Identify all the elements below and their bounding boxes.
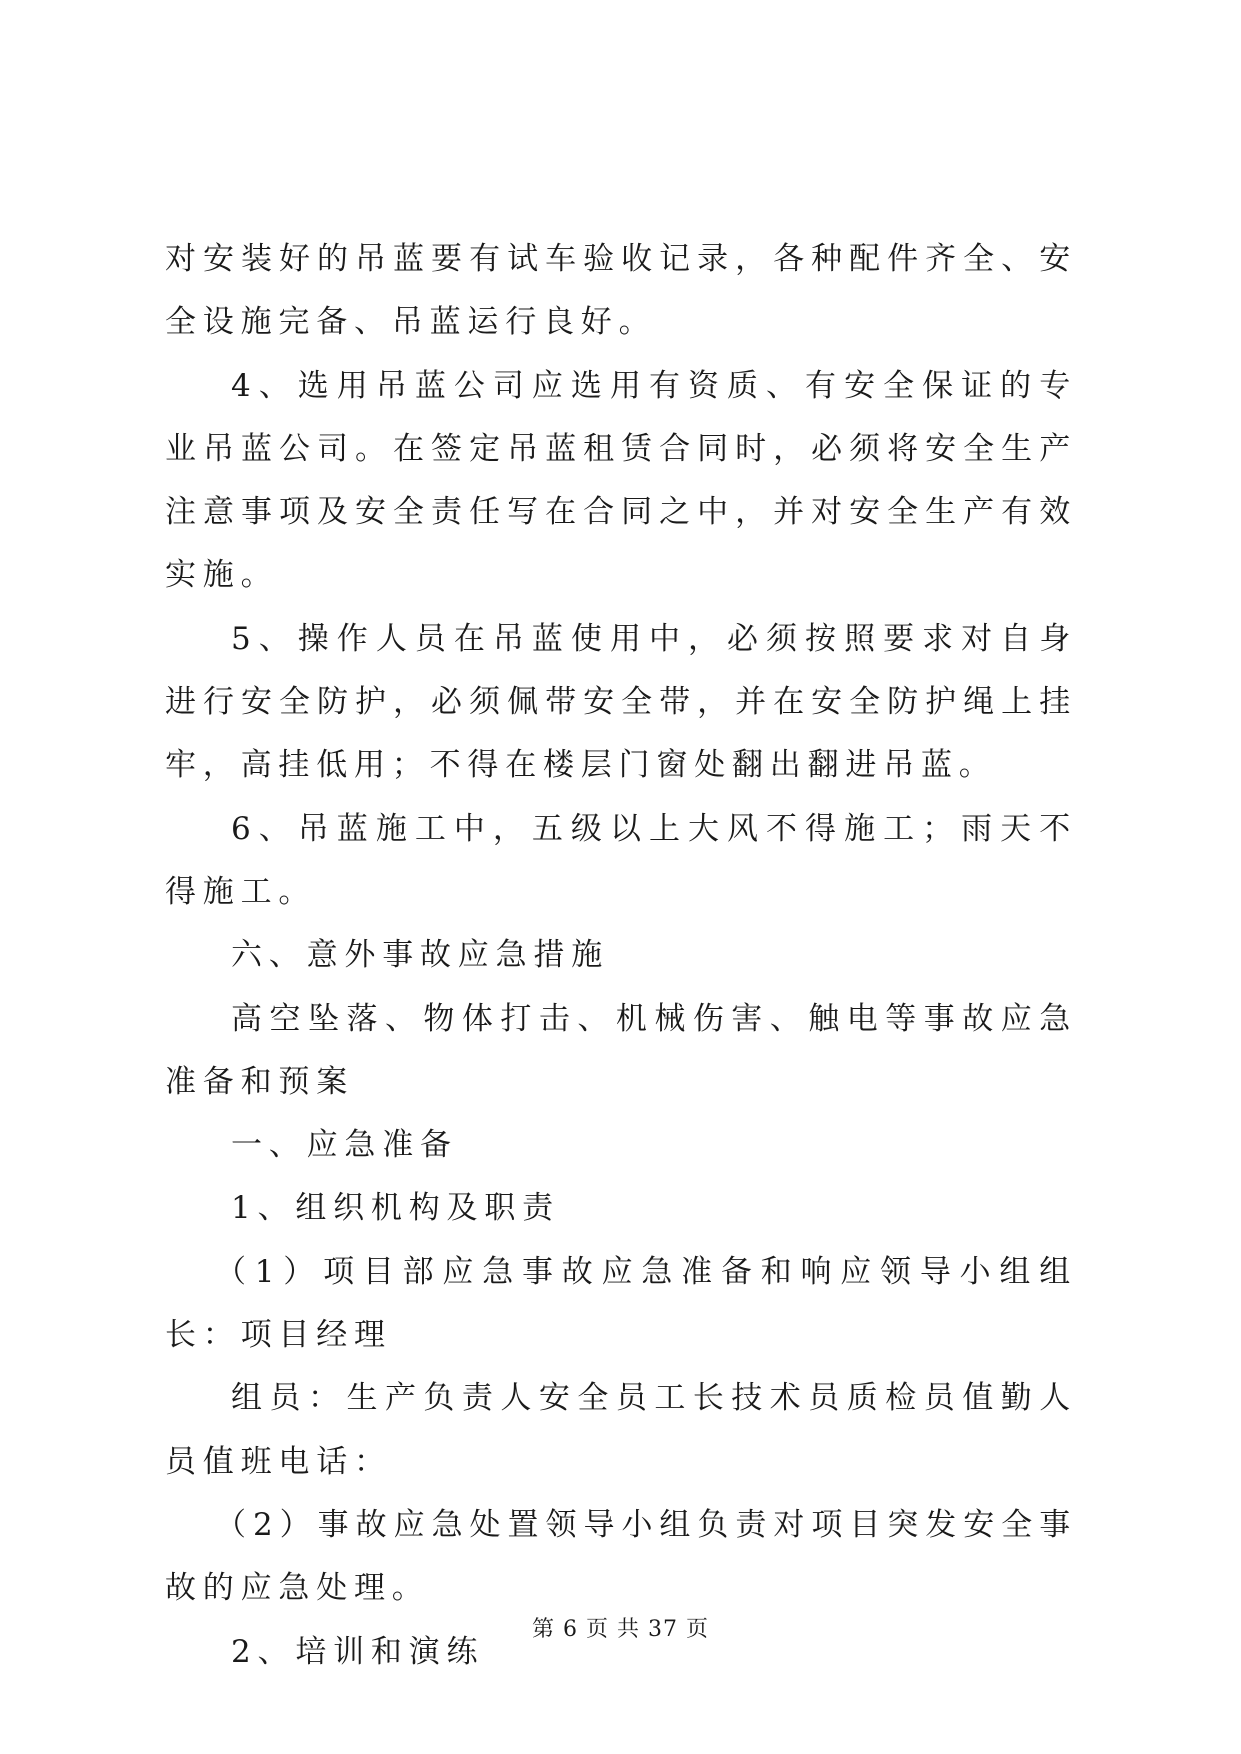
- document-body: [165, 228, 1077, 1684]
- section-heading-emergency-preparation: 一、应急准备: [231, 1127, 458, 1164]
- paragraph-responsibility: （2）事故应急处置领导小组负责对项目突发安全事故的应急处理。: [165, 1506, 1077, 1607]
- paragraph-2: 4、选用吊蓝公司应选用有资质、有安全保证的专业吊蓝公司。在签定吊蓝租赁合同时，必须将安全生产注意事项及安全责任写在合同之中，并对安全生产有效实施。: [165, 367, 1077, 594]
- subheading-organization: 1、组织机构及职责: [231, 1190, 560, 1227]
- paragraph-1: 对安装好的吊蓝要有试车验收记录，各种配件齐全、安全设施完备、吊蓝运行良好。: [165, 241, 1077, 341]
- subheading-training: 2、培训和演练: [231, 1633, 485, 1670]
- paragraph-plan-title: 高空坠落、物体打击、机械伤害、触电等事故应急准备和预案: [165, 1000, 1077, 1100]
- paragraph-4: 6、吊蓝施工中，五级以上大风不得施工；雨天不得施工。: [165, 810, 1077, 910]
- section-heading-accident-measures: 六、意外事故应急措施: [231, 937, 609, 974]
- paragraph-3: 5、操作人员在吊蓝使用中，必须按照要求对自身进行安全防护，必须佩带安全带，并在安全防护绳上挂牢，高挂低用；不得在楼层门窗处翻出翻进吊蓝。: [165, 620, 1077, 784]
- paragraph-members: 组员：生产负责人安全员工长技术员质检员值勤人员值班电话：: [165, 1380, 1077, 1480]
- paragraph-leader: （1）项目部应急事故应急准备和响应领导小组组长：项目经理: [165, 1253, 1077, 1354]
- page-number-footer: 第 6 页 共 37 页: [532, 1617, 709, 1642]
